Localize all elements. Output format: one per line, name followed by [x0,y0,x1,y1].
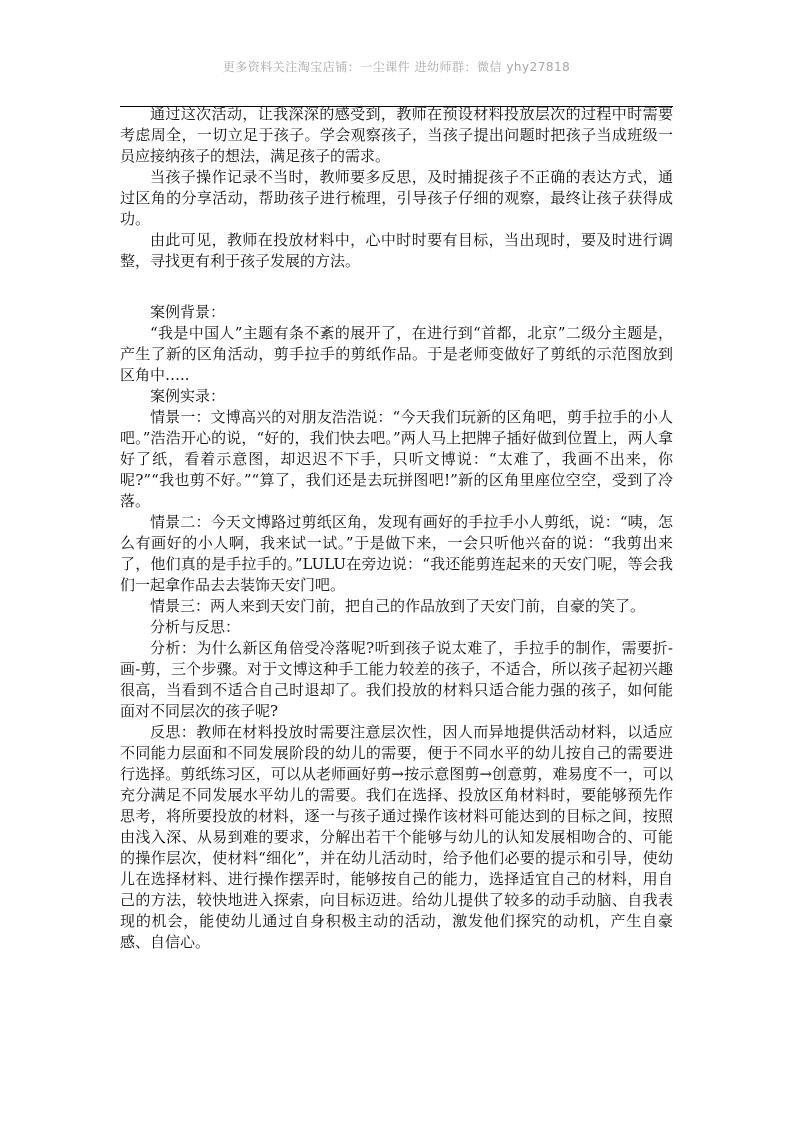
paragraph-reflection-1: 通过这次活动，让我深深的感受到，教师在预设材料投放层次的过程中时需要考虑周全，一切立足于孩子。学会观察孩子，当孩子提出问题时把孩子当成班级一员应接纳孩子的想法，满足孩子的需求。 [120,105,673,165]
heading-case-record: 案例实录： [150,387,226,405]
page-header-watermark: 更多资料关注淘宝店铺：一尘课件 进幼师群：微信 yhy27818 [222,60,571,74]
paragraph-scene-3: 情景三：两人来到天安门前，把自己的作品放到了天安门前，自豪的笑了。 [150,597,646,615]
paragraph-scene-2: 情景二：今天文博路过剪纸区角，发现有画好的手拉手小人剪纸，说：“咦，怎么有画好的小人啊，我来试一试。”于是做下来，一会只听他兴奋的说：“我剪出来了，他们真的是手拉手的。”LULU在旁边说：“我还能剪连起来的天安门呢，等会我们一起拿作品去去装饰天安门吧。 [120,513,673,594]
heading-case-background: 案例背景： [150,303,226,321]
paragraph-analysis: 分析：为什么新区角倍受冷落呢?听到孩子说太难了，手拉手的制作，需要折-画-剪，三个步骤。对于文博这种手工能力较差的孩子，不适合，所以孩子起初兴趣很高，当看到不适合自己时退却了。我们投放的材料只适合能力强的孩子，如何能面对不同层次的孩子呢? [120,639,673,720]
document-body [120,104,673,953]
paragraph-reflection-3: 由此可见，教师在投放材料中，心中时时要有目标，当出现时，要及时进行调整，寻找更有利于孩子发展的方法。 [120,231,673,270]
paragraph-reflection: 反思：教师在材料投放时需要注意层次性，因人而异地提供活动材料，以适应不同能力层面和不同发展阶段的幼儿的需要，便于不同水平的幼儿按自己的需要进行选择。剪纸练习区，可以从老师画好剪→按示意图剪→创意剪，难易度不一，可以充分满足不同发展水平幼儿的需要。我们在选择、投放区角材料时，要能够预先作思考，将所要投放的材料，逐一与孩子通过操作该材料可能达到的目标之间，按照由浅入深、从易到难的要求，分解出若干个能够与幼儿的认知发展相吻合的、可能的操作层次，使材料“细化”，并在幼儿活动时，给予他们必要的提示和引导，使幼儿在选择材料、进行操作摆弄时，能够按自己的能力，选择适宜自己的材料，用自己的方法，较快地进入探索，向目标迈进。给幼儿提供了较多的动手动脑、自我表现的机会，能使幼儿通过自身积极主动的活动，激发他们探究的动机，产生自豪感、自信心。 [120,723,673,951]
paragraph-scene-1: 情景一：文博高兴的对朋友浩浩说：“今天我们玩新的区角吧，剪手拉手的小人吧。”浩浩开心的说，“好的，我们快去吧。”两人马上把牌子插好做到位置上，两人拿好了纸，看着示意图，却迟迟不下手，只听文博说：“太难了，我画不出来，你呢?”“我也剪不好。”“算了，我们还是去玩拼图吧!”新的区角里座位空空，受到了冷落。 [120,408,673,510]
heading-analysis-reflection: 分析与反思： [150,618,241,636]
paragraph-reflection-2: 当孩子操作记录不当时，教师要多反思，及时捕捉孩子不正确的表达方式，通过区角的分享活动，帮助孩子进行梳理，引导孩子仔细的观察，最终让孩子获得成功。 [120,168,673,228]
paragraph-case-background: “我是中国人”主题有条不紊的展开了，在进行到“首都，北京”二级分主题是，产生了新的区角活动，剪手拉手的剪纸作品。于是老师变做好了剪纸的示范图放到区角中….. [120,324,673,384]
